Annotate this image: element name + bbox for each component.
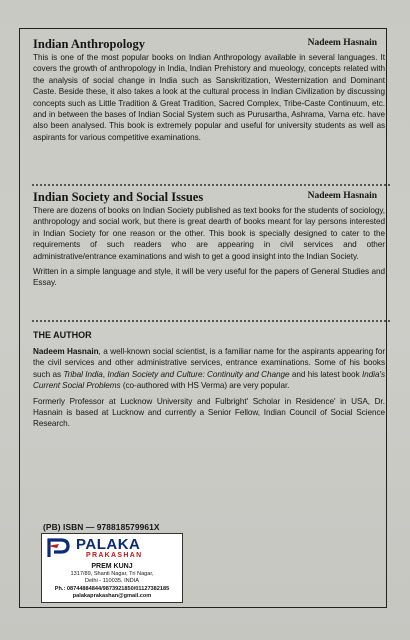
author-heading: THE AUTHOR: [33, 330, 92, 340]
book-reference: Tribal India: [63, 369, 103, 379]
dotted-divider: [32, 320, 390, 322]
book-title: Indian Anthropology: [33, 37, 145, 51]
dotted-divider: [32, 184, 390, 186]
publisher-logo-icon: [46, 537, 72, 559]
publisher-email: palakaprakashan@gmail.com: [72, 593, 152, 599]
book-blurb-indian-society: [33, 190, 385, 289]
publisher-address-line: Delhi - 110035. INDIA: [85, 578, 139, 584]
publisher-box: [41, 533, 183, 603]
book-description: There are dozens of books on Indian Society published as text books for the students of sociology, anthropology and social work, but there is great dearth of books meant for lay persons interested in Indian Society for one reason or the other. This book is specially designed to cater to the requirements of such readers who are appearing in civil services and other administrative/entrance examinations and wish to get a good insight into the Indian Society.: [33, 206, 385, 261]
author-bio: Nadeem Hasnain, a well-known social scientist, is a familiar name for the aspirants appearing for the civil services and other administrative services, entrance examinations. Some of his books such as Tribal India, Indian Society and Culture: Continuity and Change and his latest book India's Current Social Problems (co-authored with HS Verma) are very popular.: [33, 347, 385, 391]
book-reference: Indian Society and Culture: Continuity and Change: [107, 369, 290, 379]
book-reference: India's Current Social Problems: [33, 369, 385, 391]
isbn: (PB) ISBN — 978818579961X: [43, 522, 160, 532]
author-name: Nadeem Hasnain: [33, 347, 99, 356]
publisher-building: PREM KUNJ: [91, 563, 133, 570]
book-note: Written in a simple language and style, it will be very useful for the papers of General Studies and Essay.: [33, 267, 385, 288]
publisher-name: PALAKA: [76, 536, 141, 553]
publisher-subname: PRAKASHAN: [86, 552, 143, 559]
publisher-phone: Ph.: 08744884844/9873921850/01127382185: [54, 586, 170, 592]
publisher-address-line: 1317/89, Shanti Nagar, Tri Nagar,: [70, 571, 154, 577]
book-author: Nadeem Hasnain: [307, 191, 377, 201]
book-author: Nadeem Hasnain: [307, 38, 377, 48]
author-section: [33, 330, 385, 430]
book-title: Indian Society and Social Issues: [33, 190, 204, 204]
author-affiliation: Formerly Professor at Lucknow University and Fulbright' Scholar in Residence' in USA, Dr. Hasnain is based at Lucknow and currently a Senior Fellow, Indian Council of Social Science Research.: [33, 396, 385, 429]
book-description: This is one of the most popular books on Indian Anthropology available in several languages. It covers the growth of anthropology in India, Indian Prehistory and mueology, concepts related with the analysis of social change in India such as Sanskritization, Westernization and Dominant Caste. Beside these, it also takes a look at the cultural process in Indian Civilization by discussing concepts such as Little Tradition & Great Tradition, Sacred Complex, Tribe-Caste Continuum, etc. and in between the bases of Indian Social System such as Purusartha, Ashrama, Varna etc. have also been analysed. This book is extremely popular and useful for university students as well as aspirants for various competitive examinations.: [33, 53, 385, 142]
book-blurb-indian-anthropology: [33, 37, 385, 143]
